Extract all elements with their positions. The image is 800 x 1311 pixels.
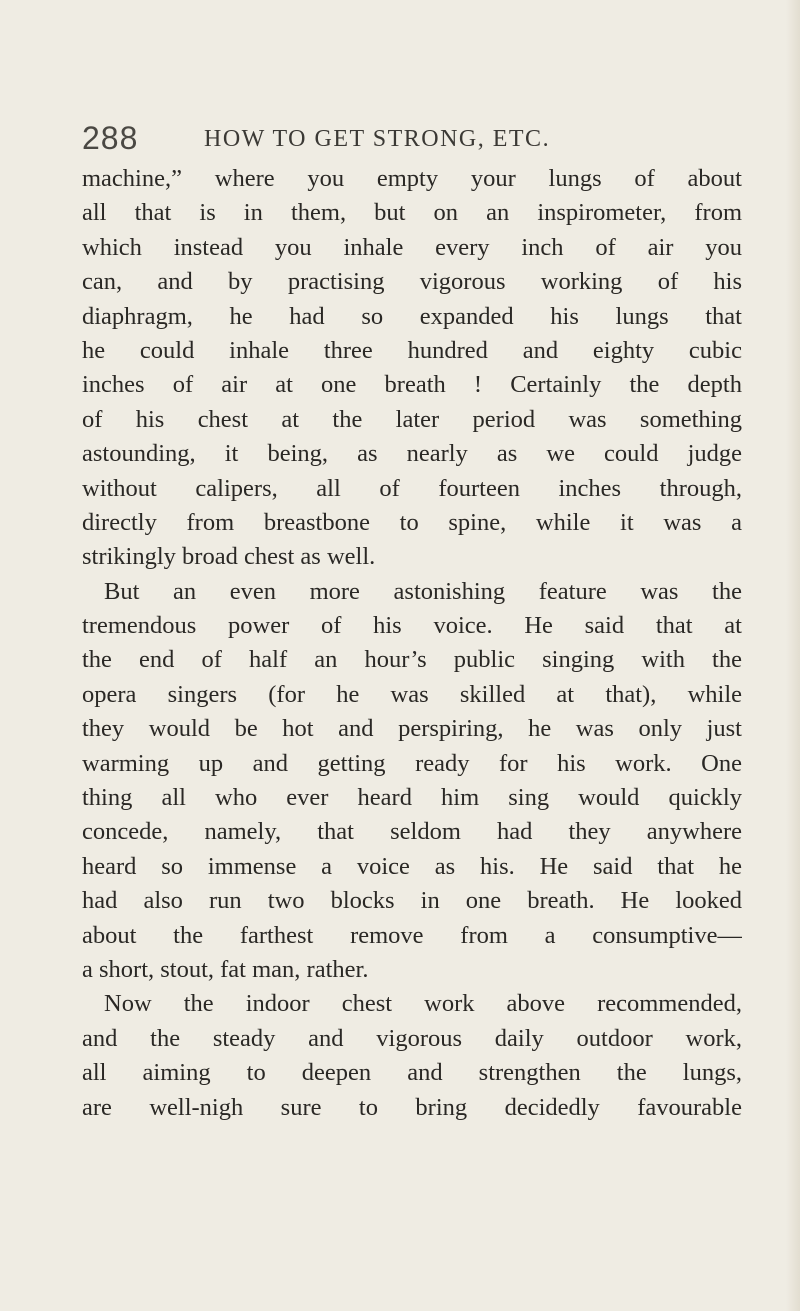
text-line: of his chest at the later period was something <box>82 405 742 433</box>
text-line: thing all who ever heard him sing would quickly <box>82 784 742 812</box>
text-line: he could inhale three hundred and eighty cubic <box>82 336 742 364</box>
text-line: tremendous power of his voice. He said that at <box>82 612 742 640</box>
text-line: and the steady and vigorous daily outdoor work, <box>82 1024 742 1052</box>
text-line: without calipers, all of fourteen inches through, <box>82 474 742 502</box>
text-line: about the farthest remove from a consumptive— <box>82 921 742 949</box>
paragraph-end-line: a short, stout, fat man, rather. <box>82 955 369 983</box>
paragraph-start-line: But an even more astonishing feature was the <box>104 577 742 605</box>
text-line: are well-nigh sure to bring decidedly favourable <box>82 1093 742 1121</box>
text-line: had also run two blocks in one breath. He looked <box>82 887 742 915</box>
text-line: which instead you inhale every inch of air you <box>82 233 742 261</box>
text-line: machine,” where you empty your lungs of about <box>82 165 742 192</box>
text-line: opera singers (for he was skilled at that), while <box>82 680 742 708</box>
page-edge <box>786 0 800 1311</box>
page-number: 288 <box>82 120 139 156</box>
text-line: inches of air at one breath ! Certainly the depth <box>82 371 742 399</box>
text-line: they would be hot and perspiring, he was only just <box>82 715 742 743</box>
text-line: can, and by practising vigorous working of his <box>82 268 742 296</box>
text-line: diaphragm, he had so expanded his lungs that <box>82 302 742 330</box>
running-head: HOW TO GET STRONG, ETC. <box>204 126 551 152</box>
text-line: concede, namely, that seldom had they anywhere <box>82 818 742 846</box>
text-line: all aiming to deepen and strengthen the lungs, <box>82 1059 742 1087</box>
page-header <box>82 120 722 156</box>
text-line: directly from breastbone to spine, while it was a <box>82 508 742 536</box>
paragraph-start-line: Now the indoor chest work above recommended, <box>104 990 742 1018</box>
text-line: astounding, it being, as nearly as we could judge <box>82 440 742 468</box>
text-line: the end of half an hour’s public singing with the <box>82 646 742 674</box>
text-line: heard so immense a voice as his. He said that he <box>82 852 742 880</box>
body-text <box>82 162 742 1125</box>
text-line: warming up and getting ready for his work. One <box>82 749 742 777</box>
paragraph-end-line: strikingly broad chest as well. <box>82 543 376 571</box>
text-line: all that is in them, but on an inspirometer, from <box>82 199 742 227</box>
